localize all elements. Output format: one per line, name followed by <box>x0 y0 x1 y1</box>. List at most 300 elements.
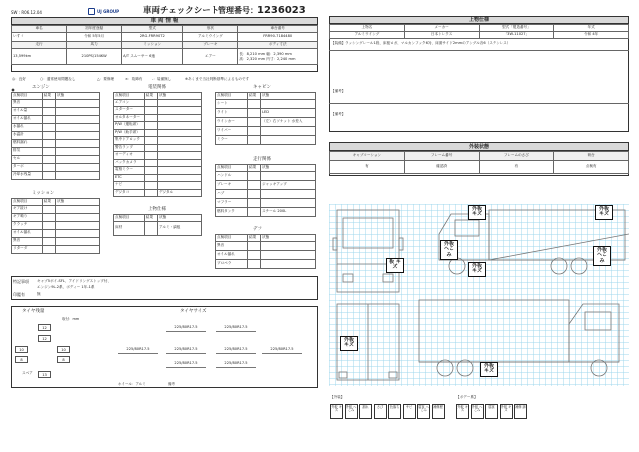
cabin-state <box>261 135 316 144</box>
cabin-result[interactable] <box>248 108 261 117</box>
engine-item: オイル漏れ <box>12 115 43 123</box>
legend-note: ※あくまで当社判断基準によるものです <box>185 77 250 81</box>
damage-tag: 外板 キズ <box>468 262 486 277</box>
mission-result[interactable] <box>42 229 55 237</box>
engine-result[interactable] <box>42 163 55 171</box>
us-h-name: 上物名 <box>330 25 405 32</box>
upper-result[interactable] <box>144 221 157 235</box>
tire-depth[interactable]: 10 <box>15 346 28 353</box>
elec-state: デジタル <box>157 189 201 197</box>
tire-depth[interactable]: 10 <box>57 346 70 353</box>
running-row <box>216 180 316 189</box>
elec-item: P/W（助手席） <box>114 129 145 137</box>
mission-item: クラッチ <box>12 221 43 229</box>
mission-state <box>55 221 99 229</box>
engine-state <box>55 171 99 179</box>
elec-state <box>157 137 201 145</box>
upper-spec-title: 上物仕様 <box>329 16 629 24</box>
body-legend-button[interactable]: 外板 キズ <box>500 404 513 419</box>
elec-result[interactable] <box>144 122 157 130</box>
tire-size: 225/80R17.5 <box>216 348 256 354</box>
mission-row <box>12 205 100 213</box>
elec-row <box>114 167 202 175</box>
damage-tag: 外板 へこみ <box>440 240 458 260</box>
running-table <box>215 164 316 217</box>
upper-title: 上物仕様 <box>148 207 166 212</box>
elec-result[interactable] <box>144 137 157 145</box>
mission-row <box>12 237 100 245</box>
engine-row <box>12 163 100 171</box>
vv-mission-type: A/T <box>123 53 130 58</box>
damage-tag: 外板 キズ <box>480 362 498 377</box>
engine-item: 排気 <box>12 147 43 155</box>
engine-item: 冷却水残量 <box>12 171 43 179</box>
tire-size: 225/80R17.5 <box>262 348 302 354</box>
us-h-year: 年式 <box>554 25 629 32</box>
tire-size: 225/80R17.5 <box>166 326 206 332</box>
elec-row <box>114 107 202 115</box>
mission-result[interactable] <box>42 221 55 229</box>
cabin-state <box>261 126 316 135</box>
running-h-item: 点検項目 <box>216 165 248 172</box>
mission-state <box>55 237 99 245</box>
elec-item: ETC <box>114 174 145 182</box>
vv-power: 210PS/154KW <box>67 49 122 65</box>
running-result[interactable] <box>248 180 261 189</box>
engine-result[interactable] <box>42 107 55 115</box>
vh-brake: ブレーキ <box>183 42 238 49</box>
mission-result[interactable] <box>42 205 55 213</box>
engine-result[interactable] <box>42 99 55 107</box>
engine-row <box>12 131 100 139</box>
dim-height-unit: mm <box>258 56 266 61</box>
tire-size: 225/80R17.5 <box>166 362 206 368</box>
elec-state <box>157 107 201 115</box>
outer-legend-button[interactable]: 外板 キズ <box>330 404 343 419</box>
cabin-table <box>215 92 316 145</box>
mission-state <box>55 213 99 221</box>
tire-depth[interactable]: 8 <box>15 356 28 363</box>
vh-body-dims: ボディ寸法 <box>238 42 318 49</box>
elec-result[interactable] <box>144 174 157 182</box>
upper-spec-table <box>329 24 629 39</box>
other-h-state: 状態 <box>261 235 316 242</box>
engine-state <box>55 147 99 155</box>
tire-size: 225/80R17.5 <box>216 362 256 368</box>
cabin-item: ウインカー <box>216 117 248 126</box>
ex-h-caution: キャブコーション <box>330 152 405 161</box>
mgmt-number: 1236023 <box>257 5 306 16</box>
running-h-state: 状態 <box>261 165 316 172</box>
outer-legend-button[interactable]: 割れ <box>359 404 372 419</box>
other-item: オイル漏れ <box>216 250 248 259</box>
cabin-item: シート <box>216 99 248 108</box>
engine-item: オイル量 <box>12 107 43 115</box>
vh-shape: 形状 <box>183 26 238 33</box>
notes-text-2: エンジン9L-2系、ボディー 1年-1系 <box>37 285 95 289</box>
engine-result[interactable] <box>42 139 55 147</box>
cabin-h-result: 結果 <box>248 93 261 100</box>
vv-shape: アルミウイング <box>183 33 238 42</box>
legend-2: ○：通常使用問題なし <box>40 77 76 81</box>
running-state <box>261 171 316 180</box>
vh-name: 車名 <box>12 26 67 33</box>
elec-result[interactable] <box>144 182 157 190</box>
outer-legend-label: 【外装】 <box>330 395 345 399</box>
vv-dims <box>238 49 318 65</box>
mission-h-item: 点検項目 <box>12 199 43 206</box>
upper-h-state: 状態 <box>157 215 201 222</box>
cabin-result[interactable] <box>248 117 261 126</box>
elec-state <box>157 144 201 152</box>
mission-row <box>12 213 100 221</box>
running-row <box>216 189 316 198</box>
mission-title: ミッション <box>32 191 55 196</box>
engine-state <box>55 123 99 131</box>
ex-h-bed: 荷台 <box>554 152 629 161</box>
running-state: ジャッキアップ <box>261 180 316 189</box>
mission-row <box>12 229 100 237</box>
tire-depth[interactable]: 12 <box>38 324 51 331</box>
elec-result[interactable] <box>144 152 157 160</box>
engine-item: 水温計 <box>12 131 43 139</box>
elec-state <box>157 114 201 122</box>
equip-label: 【装備】 <box>331 41 346 45</box>
other-table <box>215 234 316 269</box>
cabin-h-item: 点検項目 <box>216 93 248 100</box>
vv-mission <box>122 49 183 65</box>
cabin-row <box>216 126 316 135</box>
other-state <box>261 241 316 250</box>
mission-state <box>55 205 99 213</box>
vv-model: 2RG-FRR90T2 <box>122 33 183 42</box>
engine-table <box>11 92 100 180</box>
other-item: プロペラ <box>216 259 248 268</box>
elec-row <box>114 122 202 130</box>
vv-mileage: 13,599km <box>12 49 67 65</box>
engine-row <box>12 171 100 179</box>
elec-state <box>157 99 201 107</box>
engine-result[interactable] <box>42 131 55 139</box>
cabin-h-state: 状態 <box>261 93 316 100</box>
vh-mission: ミッション <box>122 42 183 49</box>
us-v-year: 令和 4年 <box>554 32 629 39</box>
elec-item: 警告ランプ <box>114 144 145 152</box>
dim-length: 長：8,210 <box>239 51 257 56</box>
notes-label: 特記事項 <box>13 279 29 284</box>
ex-v-frame-rust: 有 <box>479 161 554 174</box>
divider <box>329 103 629 104</box>
elec-result[interactable] <box>144 99 157 107</box>
engine-item: 燃料漏れ <box>12 139 43 147</box>
cabin-result[interactable] <box>248 99 261 108</box>
us-v-maker: 日本トレクス <box>404 32 479 39</box>
other-row <box>216 259 316 268</box>
outer-legend-button[interactable]: 補修歴 <box>432 404 445 419</box>
engine-row <box>12 99 100 107</box>
upper-item: 床材 <box>114 221 145 235</box>
engine-title: エンジン <box>32 85 50 90</box>
engine-h-item: 点検項目 <box>12 93 43 100</box>
mission-h-result: 結果 <box>42 199 55 206</box>
mission-h-state: 状態 <box>55 199 99 206</box>
mission-item: ギア抜け <box>12 205 43 213</box>
spare-label: スペア <box>22 371 33 375</box>
elec-result[interactable] <box>144 144 157 152</box>
vh-power: 馬力 <box>67 42 122 49</box>
truck-diagram <box>329 204 629 386</box>
exterior-table <box>329 151 629 174</box>
cabin-state <box>261 99 316 108</box>
mission-result[interactable] <box>42 213 55 221</box>
vehicle-table-1 <box>11 25 318 65</box>
brand-logo-icon <box>88 8 95 15</box>
running-state <box>261 198 316 207</box>
dim-length-unit: mm <box>258 51 266 56</box>
engine-row <box>12 147 100 155</box>
elec-item: ナビ <box>114 182 145 190</box>
other-title: デフ <box>253 227 262 232</box>
elec-item: スターター <box>114 107 145 115</box>
mission-state <box>55 245 99 253</box>
vehicle-section-title: 車 両 情 報 <box>11 17 318 25</box>
engine-state <box>55 115 99 123</box>
elec-state <box>157 122 201 130</box>
exterior-title: 外装状態 <box>329 142 629 151</box>
elec-result[interactable] <box>144 129 157 137</box>
reg-value: 無 <box>37 292 41 296</box>
other-result[interactable] <box>248 241 261 250</box>
cabin-title: キャビン <box>253 85 271 90</box>
other-row <box>216 250 316 259</box>
elec-state <box>157 167 201 175</box>
truck-outline-icon <box>329 204 629 386</box>
running-state: スチール 200L <box>261 207 316 216</box>
running-result[interactable] <box>248 171 261 180</box>
engine-item: セル <box>12 155 43 163</box>
running-item: ハンドル <box>216 171 248 180</box>
engine-row <box>12 155 100 163</box>
vv-name: いすゞ <box>12 33 67 42</box>
outer-legend-button[interactable]: サビ <box>403 404 416 419</box>
elec-row <box>114 137 202 145</box>
note-1: 【備考】 <box>331 89 346 93</box>
elec-item: バックカメラ <box>114 159 145 167</box>
elec-state <box>157 174 201 182</box>
mission-result[interactable] <box>42 245 55 253</box>
legend-1: ◎：良好 <box>12 77 26 81</box>
other-h-item: 点検項目 <box>216 235 248 242</box>
damage-tag: 外板 キズ <box>595 205 613 220</box>
engine-row <box>12 107 100 115</box>
mission-item: オイル漏れ <box>12 229 43 237</box>
engine-row <box>12 115 100 123</box>
running-result[interactable] <box>248 198 261 207</box>
elec-h-item: 点検項目 <box>114 93 145 100</box>
other-h-result: 結果 <box>248 235 261 242</box>
elec-h-result: 結果 <box>144 93 157 100</box>
ex-v-bed: 点検有 <box>554 161 629 174</box>
tire-size: 225/80R17.5 <box>216 326 256 332</box>
running-row <box>216 171 316 180</box>
body-legend-button[interactable]: 補修 跡 <box>514 404 527 419</box>
upper-row <box>114 221 202 235</box>
mission-item: リターダ <box>12 245 43 253</box>
elec-item: オルタネーター <box>114 114 145 122</box>
other-result[interactable] <box>248 259 261 268</box>
upper-state: アルミ・縞板 <box>157 221 201 235</box>
divider <box>329 50 629 51</box>
cabin-row <box>216 117 316 126</box>
dim-inner: 内寸：2,240 <box>266 56 288 61</box>
tire-size: 225/80R17.5 <box>118 348 158 354</box>
dim-height: 高：2,320 <box>239 56 257 61</box>
vh-model: 型式 <box>122 26 183 33</box>
tire-size-title: タイヤサイズ <box>180 309 207 314</box>
engine-result[interactable] <box>42 171 55 179</box>
ex-v-caution: 有 <box>330 161 405 174</box>
mission-state <box>55 229 99 237</box>
outer-legend-button[interactable]: 色落ち <box>388 404 401 419</box>
elec-row <box>114 159 202 167</box>
reg-label: 印鑑有 <box>13 292 25 297</box>
running-row <box>216 207 316 216</box>
engine-result[interactable] <box>42 123 55 131</box>
body-legend-button[interactable]: 腐食 <box>485 404 498 419</box>
dim-width-unit: mm <box>284 51 292 56</box>
other-state <box>261 259 316 268</box>
elec-table <box>113 92 202 197</box>
running-row <box>216 198 316 207</box>
elec-result[interactable] <box>144 107 157 115</box>
body-legend-button[interactable]: 外板 キズ <box>456 404 469 419</box>
cabin-result[interactable] <box>248 126 261 135</box>
running-h-result: 結果 <box>248 165 261 172</box>
cabin-row <box>216 99 316 108</box>
tires-title: タイヤ残量 <box>22 309 45 314</box>
running-item: ブレーキ <box>216 180 248 189</box>
elec-state <box>157 159 201 167</box>
engine-item: ターボ <box>12 163 43 171</box>
elec-result[interactable] <box>144 114 157 122</box>
elec-state <box>157 129 201 137</box>
us-v-name: アルミウイング <box>330 32 405 39</box>
note-2: 【備考】 <box>331 112 346 116</box>
upper-h-item: 点検項目 <box>114 215 145 222</box>
engine-state <box>55 131 99 139</box>
page-title: 車両チェックシート <box>143 6 220 16</box>
other-row <box>216 241 316 250</box>
tire-depth[interactable]: 12 <box>38 335 51 342</box>
elec-result[interactable] <box>144 189 157 197</box>
ex-h-frame-rust: フレームのさび <box>479 152 554 161</box>
vv-first-reg: 令和 5年5月 <box>67 33 122 42</box>
engine-result[interactable] <box>42 147 55 155</box>
dim-width: 幅：2,390 <box>266 51 284 56</box>
engine-h-state: 状態 <box>55 93 99 100</box>
us-h-model: 型式「製造番号」 <box>479 25 554 32</box>
wheel-value: 備考 <box>168 382 175 386</box>
cabin-item: ワイパー <box>216 126 248 135</box>
damage-tag: 外板 キズ <box>468 205 486 220</box>
elec-row <box>114 182 202 190</box>
vv-mission-name: スムーサー <box>130 53 148 58</box>
vv-brake: エアー <box>183 49 238 65</box>
engine-state <box>55 163 99 171</box>
vv-chassis: FRR90-7184480 <box>238 33 318 42</box>
vh-first-reg: 初年度登録 <box>67 26 122 33</box>
body-legend-label: 【ボデー系】 <box>456 395 478 399</box>
elec-item: エアコン <box>114 99 145 107</box>
engine-result[interactable] <box>42 155 55 163</box>
elec-row <box>114 189 202 197</box>
engine-state <box>55 139 99 147</box>
outer-legend-button[interactable]: 外板 へこみ <box>345 404 358 419</box>
legend-5: -：装備無し <box>152 77 172 81</box>
damage-tag: 外板 へこみ <box>593 246 611 266</box>
running-item: マフラー <box>216 198 248 207</box>
elec-item: デジタコ <box>114 189 145 197</box>
elec-title: 電装関係 <box>148 85 166 90</box>
elec-item: P/W（運転席） <box>114 122 145 130</box>
upper-table <box>113 214 202 236</box>
other-item: 異音 <box>216 241 248 250</box>
tire-depth[interactable]: 8 <box>57 356 70 363</box>
other-result[interactable] <box>248 250 261 259</box>
elec-result[interactable] <box>144 167 157 175</box>
elec-row <box>114 144 202 152</box>
elec-item: 電格ミラー <box>114 167 145 175</box>
vv-mission-speed: 6速 <box>149 53 156 58</box>
cabin-result[interactable] <box>248 135 261 144</box>
cabin-item: ミラー <box>216 135 248 144</box>
running-result[interactable] <box>248 189 261 198</box>
elec-state <box>157 152 201 160</box>
vh-chassis: 車台番号 <box>238 26 318 33</box>
engine-state <box>55 99 99 107</box>
mission-row <box>12 221 100 229</box>
cabin-state: LED <box>261 108 316 117</box>
us-h-maker: メーカー <box>404 25 479 32</box>
running-state <box>261 189 316 198</box>
body-legend-button[interactable]: 外板 へこみ <box>471 404 484 419</box>
mission-result[interactable] <box>42 237 55 245</box>
running-item: ハブ <box>216 189 248 198</box>
elec-item: オーディオ <box>114 152 145 160</box>
mission-row <box>12 245 100 253</box>
running-item: 燃料タンク <box>216 207 248 216</box>
legend-3: △：要修理 <box>97 77 115 81</box>
outer-legend-button[interactable]: さび <box>374 404 387 419</box>
engine-h-result: 結果 <box>42 93 55 100</box>
mgmt-label: 管理番号： <box>218 6 258 15</box>
elec-result[interactable] <box>144 159 157 167</box>
tire-depth[interactable]: 13 <box>38 371 51 378</box>
cabin-item: ライト <box>216 108 248 117</box>
engine-result[interactable] <box>42 115 55 123</box>
engine-state <box>55 107 99 115</box>
running-title: 走行関係 <box>253 157 271 162</box>
running-result[interactable] <box>248 207 261 216</box>
tires-unit: 取付：mm <box>62 317 80 321</box>
outer-legend-button[interactable]: 腐食 へこみ <box>417 404 430 419</box>
tire-size: 225/80R17.5 <box>166 348 206 354</box>
ex-v-frame-no: 確認済 <box>404 161 479 174</box>
equip-text: ラッシングレール1段、床板ロガ、マルカンフック6対、床面サイド2mmのアングル各6（ステンレス） <box>345 41 511 45</box>
notes-text-1: キャブ5ポイ-SFL、アイドリングストップ付、 <box>37 279 112 283</box>
brand-name: UJ GROUP <box>97 9 120 14</box>
mission-item: ギア鳴り <box>12 213 43 221</box>
